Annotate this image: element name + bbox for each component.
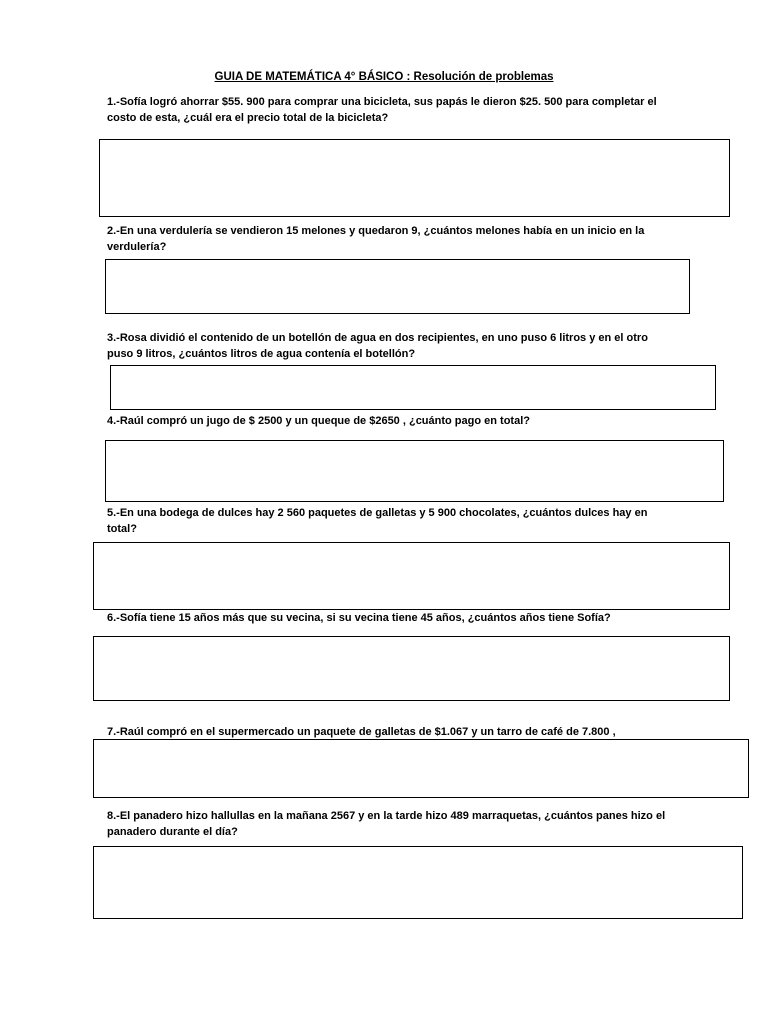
answer-box-8[interactable] bbox=[93, 846, 743, 919]
answer-box-1[interactable] bbox=[99, 139, 730, 217]
question-3: 3.-Rosa dividió el contenido de un botellón de agua en dos recipientes, en uno puso 6 litros y en el otro puso 9 litros, ¿cuántos litros de agua contenía el botellón? bbox=[107, 332, 648, 360]
answer-box-6[interactable] bbox=[93, 636, 730, 701]
question-2: 2.-En una verdulería se vendieron 15 melones y quedaron 9, ¿cuántos melones había en un inicio en la verdulería? bbox=[107, 225, 645, 253]
question-4: 4.-Raúl compró un jugo de $ 2500 y un queque de $2650 , ¿cuánto pago en total? bbox=[107, 415, 530, 427]
answer-box-4[interactable] bbox=[105, 440, 724, 502]
answer-box-5[interactable] bbox=[93, 542, 730, 610]
question-5: 5.-En una bodega de dulces hay 2 560 paquetes de galletas y 5 900 chocolates, ¿cuántos dulces hay en total? bbox=[107, 507, 648, 535]
worksheet-title: GUIA DE MATEMÁTICA 4° BÁSICO : Resolución de problemas bbox=[214, 71, 554, 83]
question-8: 8.-El panadero hizo hallullas en la mañana 2567 y en la tarde hizo 489 marraquetas, ¿cuántos panes hizo el panadero durante el día? bbox=[107, 810, 666, 838]
answer-box-2[interactable] bbox=[105, 259, 690, 314]
question-6: 6.-Sofía tiene 15 años más que su vecina, si su vecina tiene 45 años, ¿cuántos años tiene Sofía? bbox=[107, 612, 611, 624]
answer-box-3[interactable] bbox=[110, 365, 716, 410]
answer-box-7[interactable] bbox=[93, 739, 749, 798]
question-7: 7.-Raúl compró en el supermercado un paquete de galletas de $1.067 y un tarro de café de 7.800 , bbox=[107, 726, 616, 738]
question-1: 1.-Sofía logró ahorrar $55. 900 para comprar una bicicleta, sus papás le dieron $25. 500 para completar el costo de esta, ¿cuál era el precio total de la bicicleta? bbox=[107, 96, 657, 124]
